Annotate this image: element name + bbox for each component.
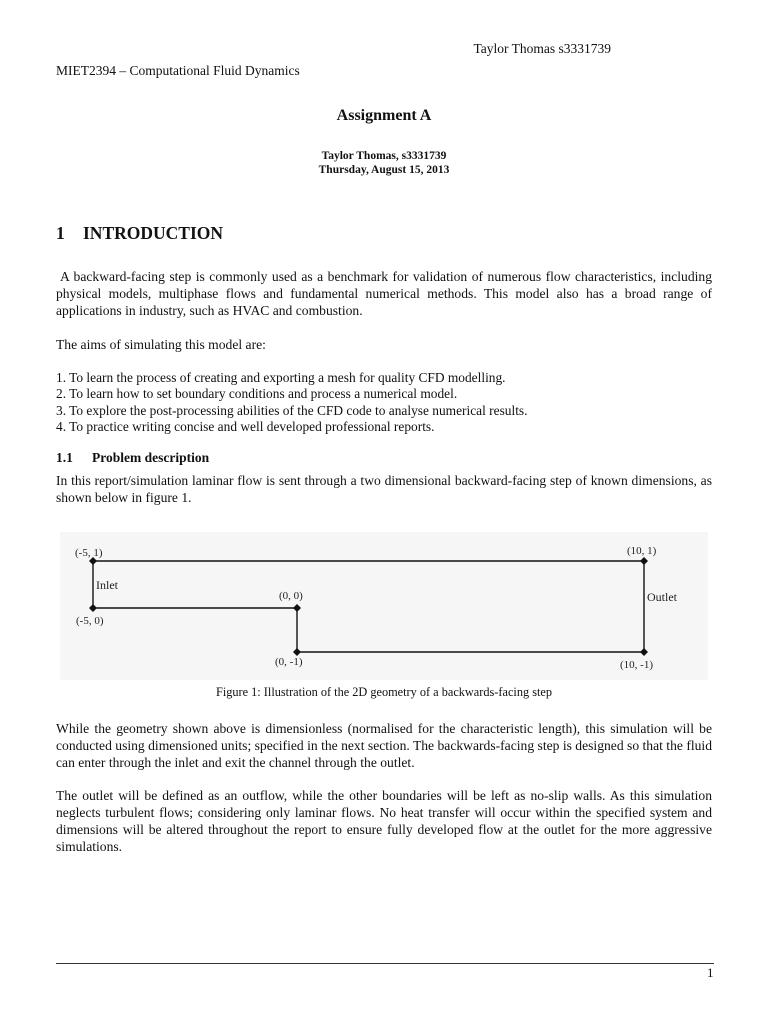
subsection-number: 1.1 [56, 450, 73, 465]
figure-caption: Figure 1: Illustration of the 2D geometry of a backwards-facing step [215, 685, 552, 699]
section-title: INTRODUCTION [83, 223, 224, 243]
section-heading [56, 223, 223, 244]
outlet-paragraph: The outlet will be defined as an outflow, while the other boundaries will be left as no-slip walls. As this simulation neglects turbulent flows; considering only laminar flows. No heat transfer will occur within the specified system and dimensions will be altered throughout the report to ensure fully developed flow at the outlet for the more aggressive simulations. [56, 788, 712, 854]
problem-paragraph: In this report/simulation laminar flow is sent through a two dimensional backward-facing step of known dimensions, as shown below in figure 1. [56, 473, 712, 505]
header-course: MIET2394 ‒ Computational Fluid Dynamics [56, 63, 300, 78]
aims-lead: The aims of simulating this model are: [56, 337, 266, 352]
label-bottom-right: (10, -1) [620, 659, 653, 671]
header-author-id: Taylor Thomas s3331739 [473, 41, 611, 56]
list-item: 4. To practice writing concise and well developed professional reports. [56, 418, 435, 434]
outlet-label: Outlet [647, 590, 677, 604]
list-item: 3. To explore the post-processing abilities of the CFD code to analyse numerical results. [56, 402, 528, 418]
subsection-title: Problem description [92, 450, 210, 465]
label-top-right: (10, 1) [627, 545, 657, 557]
label-top-left: (-5, 1) [75, 547, 103, 559]
byline-date: Thursday, August 15, 2013 [318, 164, 450, 176]
label-step-bottom: (0, -1) [275, 656, 303, 668]
intro-paragraph: A backward-facing step is commonly used as a benchmark for validation of numerous flow characteristics, including physical models, multiphase flows and fundamental numerical methods. This model also has a broad range of applications in industry, such as HVAC and combustion. [56, 269, 712, 318]
list-item: 2. To learn how to set boundary conditions and process a numerical model. [56, 386, 458, 402]
document-title: Assignment A [336, 107, 432, 124]
page-number: 1 [707, 965, 714, 980]
inlet-label: Inlet [96, 578, 118, 592]
figure-background [60, 532, 708, 680]
byline-name: Taylor Thomas, s3331739 [321, 150, 447, 162]
byline [0, 149, 768, 177]
section-number: 1 [56, 223, 65, 243]
label-step-corner: (0, 0) [279, 590, 303, 602]
geometry-paragraph: While the geometry shown above is dimensionless (normalised for the characteristic length), this simulation will be conducted using dimensioned units; specified in the next section. The backwards-facing step is designed so that the fluid can enter through the inlet and exit the channel through the outlet. [56, 721, 712, 770]
step-geometry-figure [60, 532, 708, 680]
subsection-heading [56, 450, 209, 466]
aims-list [56, 370, 712, 435]
footer-rule [56, 963, 714, 964]
list-item: 1. To learn the process of creating and exporting a mesh for quality CFD modelling. [56, 370, 506, 385]
label-inlet-bottom: (-5, 0) [76, 615, 104, 627]
